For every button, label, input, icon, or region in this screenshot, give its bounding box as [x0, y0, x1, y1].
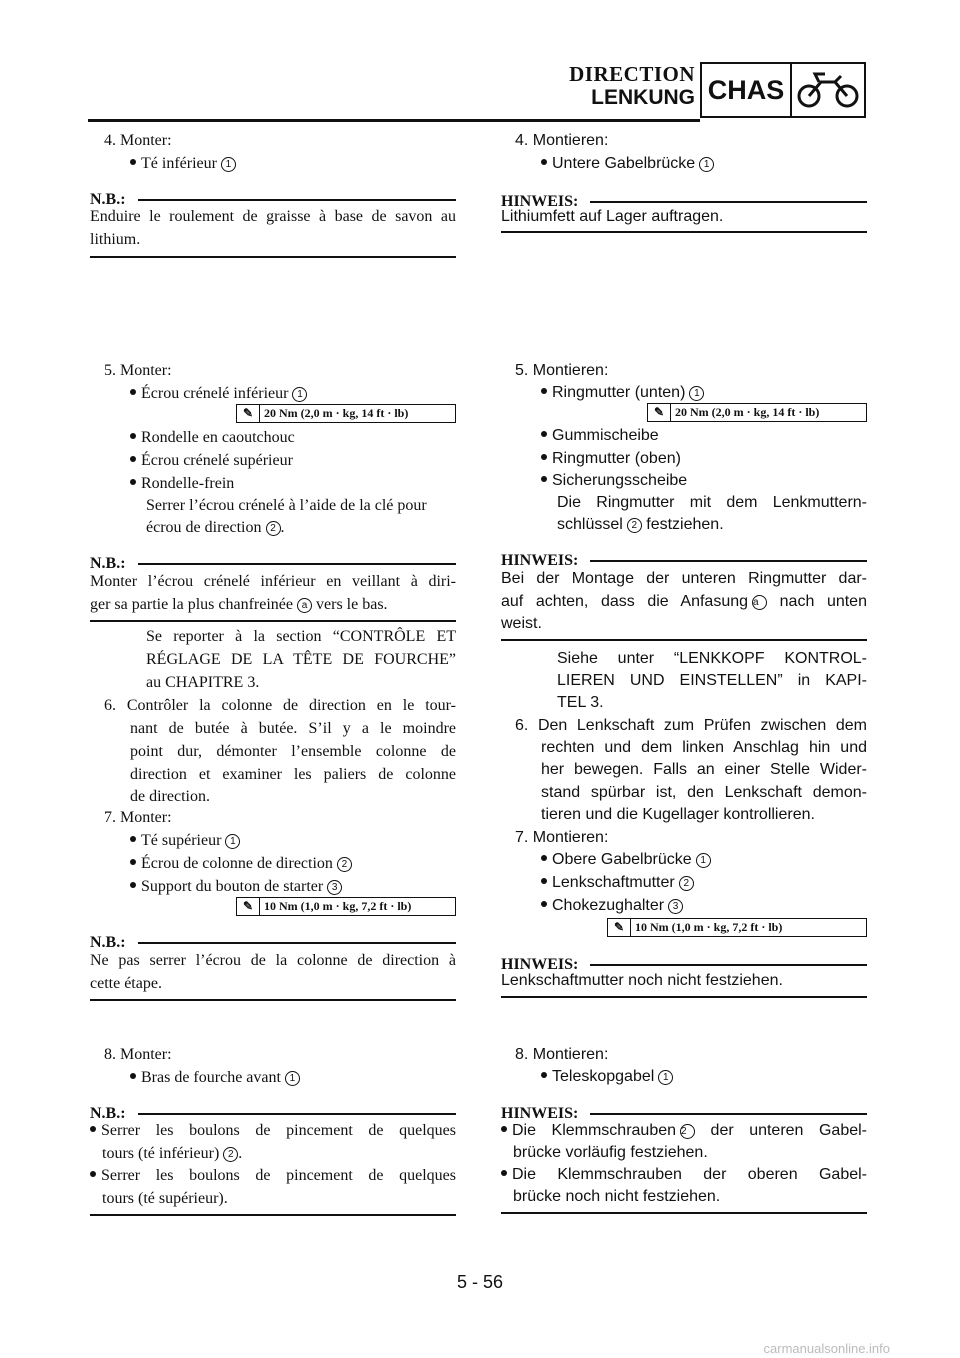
- note-text: brücke noch nicht festziehen.: [513, 1188, 721, 1205]
- note-text: tours (té supérieur).: [102, 1190, 228, 1207]
- step-6-text: point dur, démonter l’ensemble colonne de: [130, 743, 456, 760]
- note-header: N.B.:: [90, 554, 456, 574]
- section-code: CHAS: [702, 64, 792, 116]
- reference-text: Siehe unter “LENKKOPF KONTROL-: [557, 650, 867, 667]
- list-item: Té supérieur 1: [130, 832, 240, 850]
- list-item: Untere Gabelbrücke 1: [541, 155, 714, 173]
- list-item: Écrou crénelé supérieur: [130, 452, 293, 470]
- step-6-text: tieren und die Kugellager kontrollieren.: [541, 806, 815, 823]
- note-text: Bei der Montage der unteren Ringmutter dar-: [501, 570, 867, 587]
- step-6-text: 6. Den Lenkschaft zum Prüfen zwischen dem: [515, 717, 867, 734]
- note-header: N.B.:: [90, 933, 456, 953]
- step-4-heading: 4. Monter:: [104, 132, 172, 149]
- note-text: cette étape.: [90, 975, 162, 992]
- note-rule: [501, 1212, 867, 1214]
- list-item: Écrou de colonne de direction 2: [130, 855, 352, 873]
- step-6-text: rechten und dem linken Anschlag hin und: [541, 739, 867, 756]
- list-item: Lenkschaftmutter 2: [541, 874, 694, 892]
- torque-spec: ✎ 10 Nm (1,0 m · kg, 7,2 ft · lb): [607, 918, 867, 937]
- note-text: Enduire le roulement de graisse à base de savon au: [90, 208, 456, 225]
- list-item: Obere Gabelbrücke 1: [541, 851, 711, 869]
- torque-spec: ✎ 10 Nm (1,0 m · kg, 7,2 ft · lb): [236, 897, 456, 916]
- note-text: Ne pas serrer l’écrou de la colonne de direction à: [90, 952, 456, 969]
- step-6-text: nant de butée à butée. S’il y a le moindre: [130, 720, 456, 737]
- list-item: Ringmutter (oben): [541, 450, 681, 468]
- instruction-text: Serrer l’écrou crénelé à l’aide de la clé pour: [146, 497, 427, 514]
- list-item: Rondelle-frein: [130, 475, 234, 493]
- note-header: HINWEIS:: [501, 955, 867, 975]
- note-rule: [90, 999, 456, 1001]
- page-number: 5 - 56: [456, 1272, 504, 1292]
- list-item: Chokezughalter 3: [541, 897, 683, 915]
- note-header: N.B.:: [90, 190, 456, 210]
- list-item: Ringmutter (unten) 1: [541, 384, 704, 402]
- note-header: HINWEIS:: [501, 192, 867, 212]
- note-rule: [501, 996, 867, 998]
- note-text: Lenkschaftmutter noch nicht festziehen.: [501, 972, 783, 989]
- list-item: Support du bouton de starter 3: [130, 878, 342, 896]
- note-text: tours (té inférieur) 2 .: [102, 1145, 243, 1162]
- note-text: Monter l’écrou crénelé inférieur en veillant à diri-: [90, 573, 456, 590]
- list-item: Teleskopgabel 1: [541, 1068, 673, 1086]
- section-title-fr: DIRECTION: [569, 62, 695, 86]
- note-bullet: Serrer les boulons de pincement de quelques: [90, 1122, 456, 1140]
- note-rule: [90, 256, 456, 258]
- note-bullet: Serrer les boulons de pincement de quelques: [90, 1167, 456, 1185]
- reference-text: Se reporter à la section “CONTRÔLE ET: [146, 628, 456, 645]
- step-6-text: de direction.: [130, 788, 210, 805]
- step-7-heading: 7. Montieren:: [515, 829, 609, 846]
- column-german: [501, 0, 867, 1358]
- step-5-heading: 5. Monter:: [104, 362, 172, 379]
- note-text: Lithiumfett auf Lager auftragen.: [501, 208, 724, 225]
- torque-spec: ✎ 20 Nm (2,0 m · kg, 14 ft · lb): [647, 403, 867, 422]
- reference-text: au CHAPITRE 3.: [146, 674, 260, 691]
- section-title-de: LENKUNG: [591, 86, 695, 109]
- torque-spec: ✎ 20 Nm (2,0 m · kg, 14 ft · lb): [236, 404, 456, 423]
- reference-text: TEL 3.: [557, 694, 604, 711]
- instruction-text: Die Ringmutter mit dem Lenkmuttern-: [557, 494, 867, 511]
- torque-wrench-icon: ✎: [608, 919, 631, 936]
- torque-wrench-icon: ✎: [237, 898, 260, 915]
- note-text: lithium.: [90, 231, 141, 248]
- watermark: carmanualsonline.info: [763, 1341, 890, 1356]
- note-text: brücke vorläufig festziehen.: [513, 1144, 708, 1161]
- step-7-heading: 7. Monter:: [104, 809, 172, 826]
- note-header: HINWEIS:: [501, 1104, 867, 1124]
- list-item: Rondelle en caoutchouc: [130, 429, 295, 447]
- torque-wrench-icon: ✎: [237, 405, 260, 422]
- step-8-heading: 8. Monter:: [104, 1046, 172, 1063]
- step-6-text: stand spürbar ist, den Lenkschaft demon-: [541, 784, 867, 801]
- list-item: Té inférieur 1: [130, 155, 236, 173]
- reference-text: RÉGLAGE DE LA TÊTE DE FOURCHE”: [146, 651, 456, 668]
- list-item: Écrou crénelé inférieur 1: [130, 385, 307, 403]
- note-rule: [90, 620, 456, 622]
- reference-text: LIEREN UND EINSTELLEN” in KAPI-: [557, 672, 867, 689]
- note-header: HINWEIS:: [501, 551, 867, 571]
- note-text: auf achten, dass die Anfasung a nach unten: [501, 593, 867, 610]
- note-rule: [501, 231, 867, 233]
- step-5-heading: 5. Montieren:: [515, 362, 609, 379]
- note-rule: [90, 1214, 456, 1216]
- note-rule: [501, 639, 867, 641]
- note-bullet: Die Klemmschrauben der oberen Gabel-: [501, 1166, 867, 1184]
- list-item: Gummischeibe: [541, 427, 659, 445]
- step-8-heading: 8. Montieren:: [515, 1046, 609, 1063]
- note-text: weist.: [501, 615, 542, 632]
- note-bullet: Die Klemmschrauben 2 der unteren Gabel-: [501, 1122, 867, 1140]
- note-header: N.B.:: [90, 1104, 456, 1124]
- torque-wrench-icon: ✎: [648, 404, 671, 421]
- step-6-text: direction et examiner les paliers de colonne: [130, 766, 456, 783]
- step-6-text: her bewegen. Falls an einer Stelle Wider-: [541, 761, 867, 778]
- list-item: Bras de fourche avant 1: [130, 1069, 300, 1087]
- column-french: [90, 0, 456, 1358]
- instruction-text: écrou de direction 2 .: [146, 519, 285, 536]
- step-6-text: 6. Contrôler la colonne de direction en le tour-: [104, 697, 456, 714]
- list-item: Sicherungsscheibe: [541, 472, 687, 490]
- note-text: ger sa partie la plus chanfreinée a vers le bas.: [90, 596, 388, 613]
- step-4-heading: 4. Montieren:: [515, 132, 609, 149]
- instruction-text: schlüssel 2 festziehen.: [557, 516, 724, 533]
